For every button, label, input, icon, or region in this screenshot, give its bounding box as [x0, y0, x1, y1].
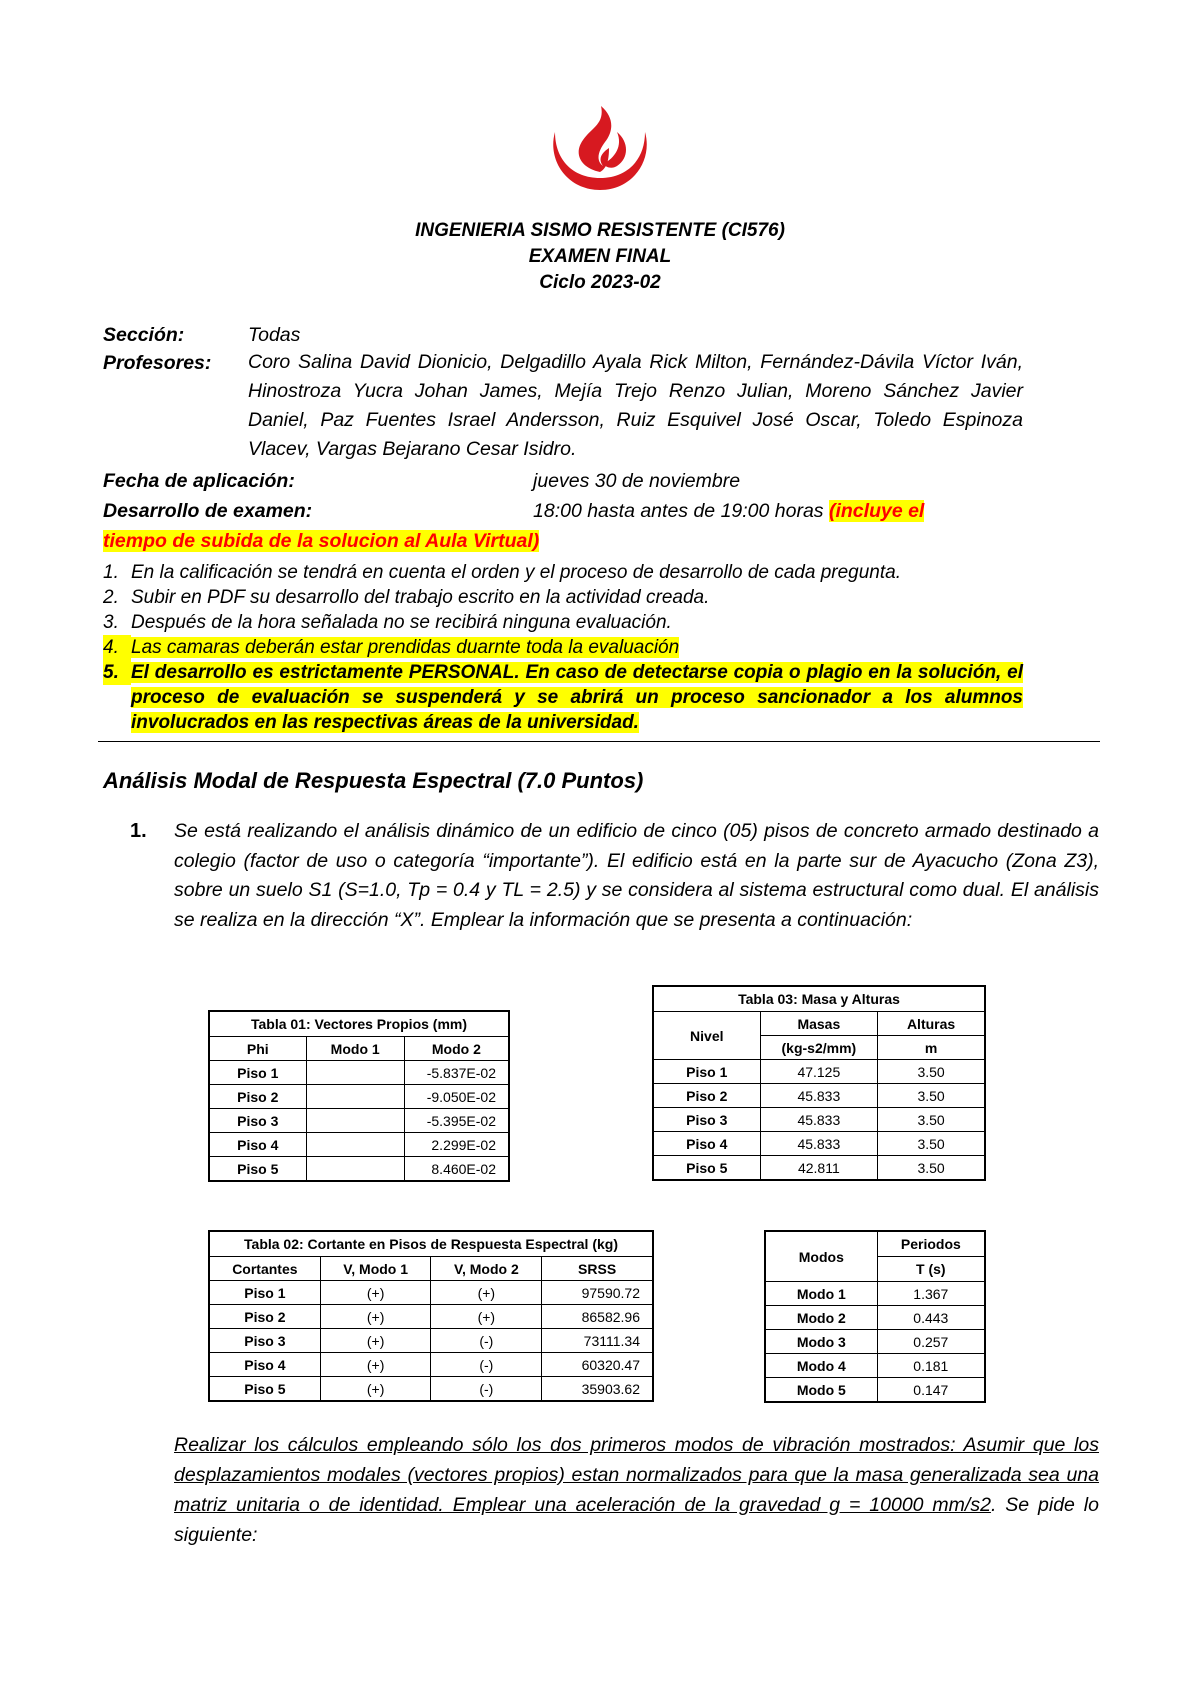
development-value [533, 500, 924, 523]
date-label: Fecha de aplicación: [103, 470, 295, 492]
divider [98, 741, 1100, 742]
table-row: Piso 4 45.833 3.50 [653, 1132, 985, 1156]
table-row: Piso 3 45.833 3.50 [653, 1108, 985, 1132]
request-text: . Se pide lo siguiente: [174, 1494, 1099, 1546]
course-title: INGENIERIA SISMO RESISTENTE (CI576) [415, 220, 785, 241]
table-row: Piso 5 8.460E-02 [209, 1157, 509, 1182]
problem-statement: Se está realizando el análisis dinámico de un edificio de cinco (05) pisos de concreto armado destinado a colegio (factor de uso o categoría “importante”). El edificio está en la parte sur de Ayacucho (Zona Z3), sobre un suelo S1 (S=1.0, Tp = 0.4 y TL = 2.5) y se considera al sistema estructural como dual. El análisis se realiza en la dirección “X”. Emplear la información que se presenta a continuación: [174, 820, 1099, 931]
assumptions-text: Realizar los cálculos empleando sólo los dos primeros modos de vibración mostrados: Asumir que los desplazamientos modales (vectores propios) estan normalizados para que la masa generalizada sea una matriz unitaria o de identidad. Emplear una aceleración de la gravedad g = 10000 mm/s2 [174, 1434, 1099, 1516]
table-row: Piso 2 45.833 3.50 [653, 1084, 985, 1108]
development-note-1: (incluye el [828, 500, 925, 522]
instructions-list [103, 560, 1023, 735]
professors-label: Profesores: [103, 352, 212, 374]
table-row: Piso 1 -5.837E-02 [209, 1061, 509, 1085]
instruction-item: 4. Las camaras deberán estar prendidas duarnte toda la evaluación [103, 637, 680, 658]
table-row: Piso 5 42.811 3.50 [653, 1156, 985, 1181]
table-story-shear: Tabla 02: Cortante en Pisos de Respuesta Espectral (kg) Cortantes V, Modo 1 V, Modo 2 SRSS Piso 1 (+) (+) 97590.72 Piso 2 (+) (+) 86582.96 Piso 3 (+) (-) 73111.34 Piso 4 (+) (-) 60320.47 Piso 5 (+) (-) 35903.62 [208, 1230, 654, 1402]
exam-title: EXAMEN FINAL [528, 246, 672, 267]
instruction-item: 2. Subir en PDF su desarrollo del trabajo escrito en la actividad creada. [103, 587, 710, 608]
table-row: Piso 4 (+) (-) 60320.47 [209, 1353, 653, 1377]
instruction-item: 1. En la calificación se tendrá en cuenta el orden y el proceso de desarrollo de cada pregunta. [103, 562, 901, 583]
professors-value: Coro Salina David Dionicio, Delgadillo Ayala Rick Milton, Fernández-Dávila Víctor Iván, Hinostroza Yucra Johan James, Mejía Trejo Renzo Julian, Moreno Sánchez Javier Daniel, Paz Fuentes Israel Andersson, Ruiz Esquivel José Oscar, Toledo Espinoza Vlacev, Vargas Bejarano Cesar Isidro. [248, 351, 1023, 460]
table-row: Piso 2 (+) (+) 86582.96 [209, 1305, 653, 1329]
instruction-item: 3. Después de la hora señalada no se recibirá ninguna evaluación. [103, 612, 672, 633]
table-eigenvectors: Tabla 01: Vectores Propios (mm) Phi Modo 1 Modo 2 Piso 1 -5.837E-02 Piso 2 -9.050E-02 Piso 3 -5.395E-02 Piso 4 2.299E-02 Piso 5 8.460E-02 [208, 1010, 510, 1182]
table-caption: Tabla 03: Masa y Alturas [653, 986, 985, 1012]
table-mass-heights: Tabla 03: Masa y Alturas Nivel Masas Alturas (kg-s2/mm) m Piso 1 47.125 3.50 Piso 2 45.833 3.50 Piso 3 45.833 3.50 Piso 4 45.833 3.50 Piso 5 42.811 3.50 [652, 985, 986, 1181]
section-label: Sección: [103, 324, 185, 346]
development-note-2: tiempo de subida de la solucion al Aula Virtual) [103, 530, 540, 552]
table-row: Piso 4 2.299E-02 [209, 1133, 509, 1157]
table-row: Modo 2 0.443 [765, 1306, 985, 1330]
table-row: Modo 4 0.181 [765, 1354, 985, 1378]
table-row: Piso 5 (+) (-) 35903.62 [209, 1377, 653, 1402]
table-caption: Tabla 02: Cortante en Pisos de Respuesta Espectral (kg) [209, 1231, 653, 1257]
table-caption: Tabla 01: Vectores Propios (mm) [209, 1011, 509, 1037]
university-logo [545, 102, 655, 194]
instructions-paragraph [174, 1430, 1099, 1550]
instruction-item-personal: 5. El desarrollo es estrictamente PERSONAL. En caso de detectarse copia o plagio en la solución, el proceso de evaluación se suspenderá y se abrirá un proceso sancionador a los alumnos involucrados en las respectivas áreas de la universidad. [103, 662, 1023, 733]
date-value: jueves 30 de noviembre [533, 470, 741, 492]
table-periods: Modos Periodos T (s) Modo 1 1.367 Modo 2 0.443 Modo 3 0.257 Modo 4 0.181 Modo 5 0.147 [764, 1230, 986, 1403]
table-row: Modo 3 0.257 [765, 1330, 985, 1354]
table-row: Piso 1 (+) (+) 97590.72 [209, 1281, 653, 1305]
development-label: Desarrollo de examen: [103, 500, 313, 522]
table-row: Modo 5 0.147 [765, 1378, 985, 1403]
problem-number: 1. [130, 820, 147, 842]
table-row: Piso 3 (+) (-) 73111.34 [209, 1329, 653, 1353]
cycle-title: Ciclo 2023-02 [539, 272, 661, 293]
section-value: Todas [248, 324, 301, 346]
development-time: 18:00 hasta antes de 19:00 horas [533, 500, 829, 522]
section-title: Análisis Modal de Respuesta Espectral (7.0 Puntos) [103, 768, 644, 793]
exam-header [0, 218, 1200, 296]
table-row: Piso 3 -5.395E-02 [209, 1109, 509, 1133]
table-row: Piso 2 -9.050E-02 [209, 1085, 509, 1109]
table-row: Modo 1 1.367 [765, 1282, 985, 1306]
table-row: Piso 1 47.125 3.50 [653, 1060, 985, 1084]
